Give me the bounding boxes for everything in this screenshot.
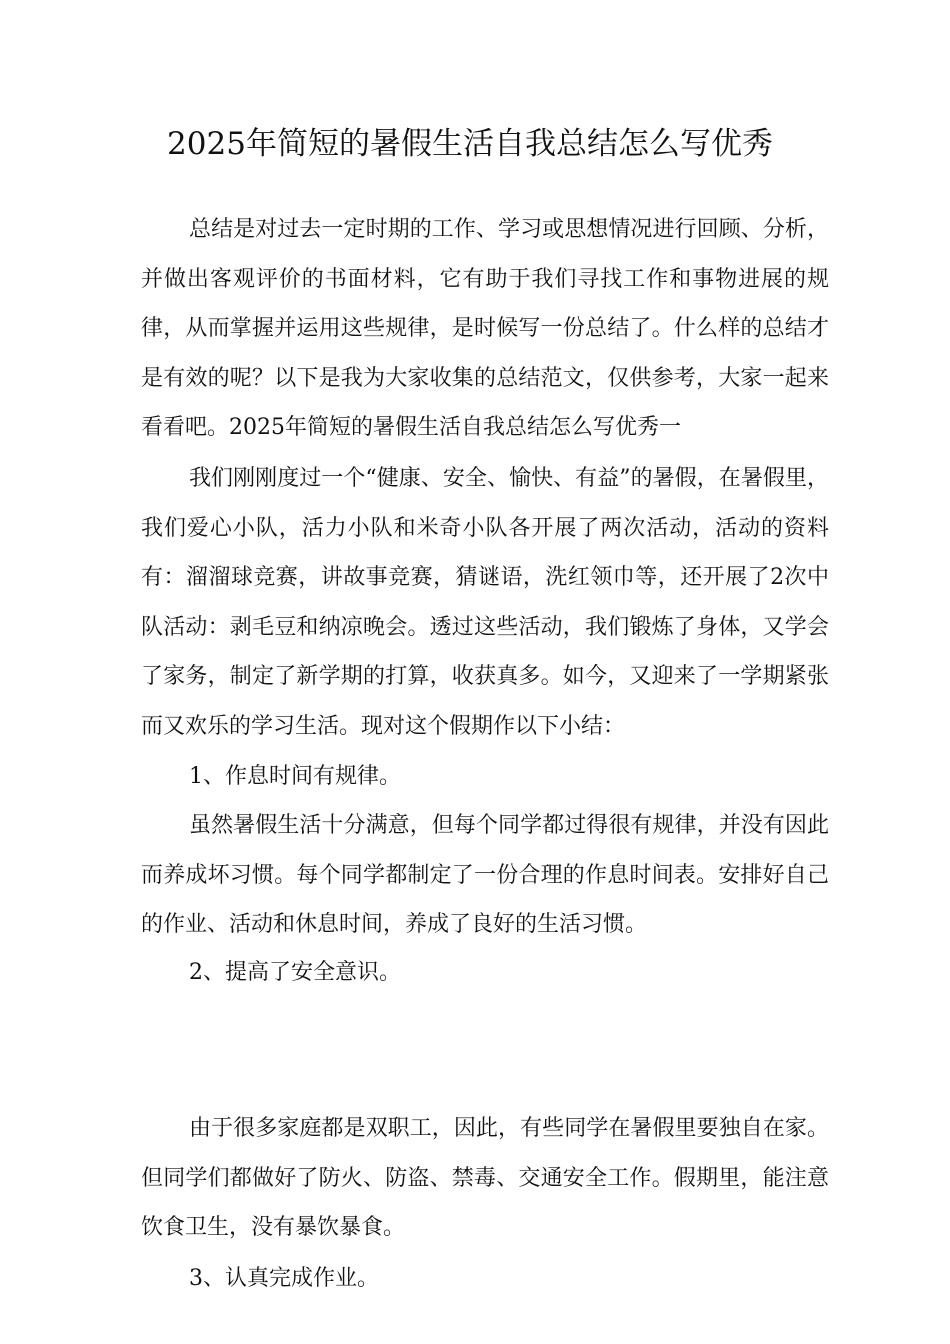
paragraph-summer-activities: 我们刚刚度过一个“健康、安全、愉快、有益”的暑假，在暑假里，我们爱心小队，活力小队和米奇小队各开展了两次活动，活动的资料有：溜溜球竞赛，讲故事竞赛，猜谜语，洗红领巾等，还开展了2次中队活动：剥毛豆和纳凉晚会。透过这些活动，我们锻炼了身体，又学会了家务，制定了新学期的打算，收获真多。如今，又迎来了一学期紧张而又欢乐的学习生活。现对这个假期作以下小结： xyxy=(141,466,829,739)
document-title: 2025年简短的暑假生活自我总结怎么写优秀 xyxy=(167,126,773,162)
paragraph-intro: 总结是对过去一定时期的工作、学习或思想情况进行回顾、分析，并做出客观评价的书面材料，它有助于我们寻找工作和事物进展的规律，从而掌握并运用这些规律，是时候写一份总结了。什么样的总结才是有效的呢？以下是我为大家收集的总结范文，仅供参考，大家一起来看看吧。2025年简短的暑假生活自我总结怎么写优秀一 xyxy=(141,217,829,440)
heading-item-3: 3、认真完成作业。 xyxy=(189,1266,379,1291)
paragraph-safety: 由于很多家庭都是双职工，因此，有些同学在暑假里要独自在家。但同学们都做好了防火、防盗、禁毒、交通安全工作。假期里，能注意饮食卫生，没有暴饮暴食。 xyxy=(141,1116,829,1240)
paragraph-schedule: 虽然暑假生活十分满意，但每个同学都过得很有规律，并没有因此而养成坏习惯。每个同学都制定了一份合理的作息时间表。安排好自己的作业、活动和休息时间，养成了良好的生活习惯。 xyxy=(141,813,829,937)
heading-item-2: 2、提高了安全意识。 xyxy=(189,960,401,985)
heading-item-1: 1、作息时间有规律。 xyxy=(189,764,401,789)
